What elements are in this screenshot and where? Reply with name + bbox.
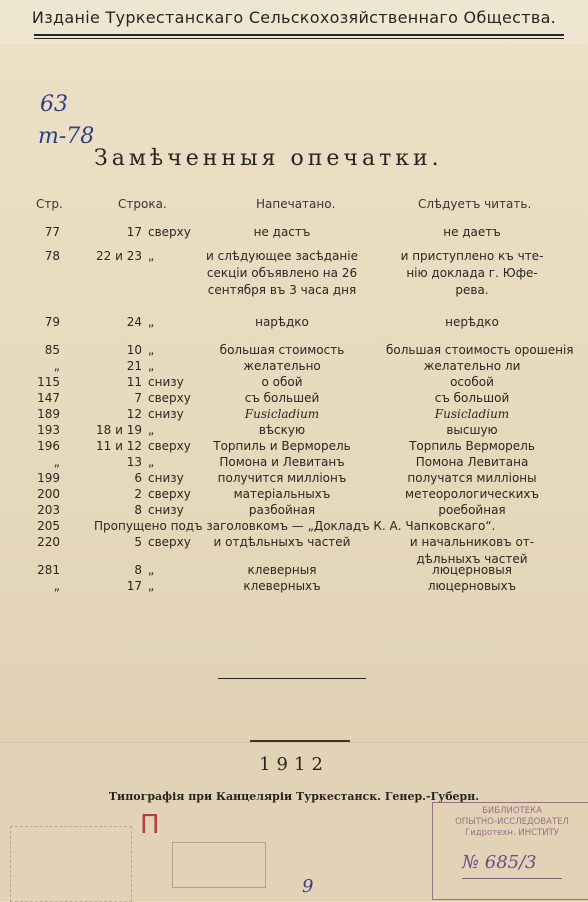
row-line: 10	[126, 343, 142, 357]
row-printed: разбойная	[248, 503, 316, 517]
row-page: 196	[37, 439, 60, 453]
row-page: „	[53, 359, 60, 373]
pencil-number: 9	[302, 876, 314, 897]
row-line: 6	[134, 471, 142, 485]
row-line: 8	[134, 563, 142, 577]
row-printed: матеріальныхъ	[233, 487, 331, 501]
row-page: „	[53, 579, 60, 593]
row-should-read: дѣльныхъ частей	[416, 552, 528, 566]
stamp-inventory-number: № 685/3	[462, 852, 537, 873]
row-page: 79	[44, 315, 60, 329]
row-where: „	[148, 315, 155, 329]
row-printed: секціи объявлено на 26	[206, 266, 358, 280]
col-header-should-read: Слѣдуетъ читать.	[418, 197, 532, 211]
row-page: 199	[37, 471, 60, 485]
row-printed: и слѣдующее засѣданіе	[206, 249, 358, 263]
row-omitted-note: Пропущено подъ заголовкомъ — „Докладъ К. А. Чапковскаго“.	[94, 519, 496, 533]
row-where: „	[148, 455, 155, 469]
row-printed: и отдѣльныхъ частей	[213, 535, 351, 549]
row-line: 22 и 23	[96, 249, 142, 263]
row-should-read: желательно ли	[423, 359, 521, 373]
row-should-read: метеорологическихъ	[405, 487, 539, 501]
handwritten-shelf-code: т-78	[38, 124, 95, 149]
row-should-read: роебойная	[438, 503, 506, 517]
row-line: 13	[126, 455, 142, 469]
stamp-line-1: БИБЛИОТЕКА	[482, 806, 542, 816]
row-should-read: съ большой	[434, 391, 510, 405]
row-printed: клеверныхъ	[243, 579, 321, 593]
row-page: 203	[37, 503, 60, 517]
end-rule	[218, 678, 366, 679]
row-printed: клеверныя	[247, 563, 317, 577]
header-rule	[34, 34, 564, 39]
row-printed: Торпиль и Верморель	[213, 439, 351, 453]
row-line: 24	[126, 315, 142, 329]
row-where: „	[148, 343, 155, 357]
handwritten-shelf-number: 63	[40, 92, 68, 117]
row-should-read: Торпиль Верморель	[409, 439, 535, 453]
row-printed: Fusicladium	[244, 407, 320, 421]
row-where: снизу	[148, 375, 184, 389]
library-stamp	[432, 802, 588, 900]
ornament-rule	[250, 740, 350, 742]
red-pencil-mark: П	[140, 810, 160, 840]
publisher-line: Изданіе Туркестанскаго Сельскохозяйственнаго Общества.	[31, 8, 557, 27]
row-page: „	[53, 455, 60, 469]
row-printed: вѣскую	[258, 423, 306, 437]
row-should-read: нерѣдко	[445, 315, 499, 329]
row-where: снизу	[148, 407, 184, 421]
row-line: 7	[134, 391, 142, 405]
row-should-read: высшую	[446, 423, 498, 437]
row-where: снизу	[148, 503, 184, 517]
row-where: сверху	[148, 535, 191, 549]
stamp-line-2: ОПЫТНО-ИССЛЕДОВАТЕЛ	[455, 817, 569, 827]
row-page: 205	[37, 519, 60, 533]
row-should-read: не даетъ	[443, 225, 501, 239]
printer-line: Типографія при Канцеляріи Туркестанск. Генер.-Губерн.	[108, 790, 480, 803]
row-should-read: и начальниковъ от-	[409, 535, 535, 549]
row-printed: сентября въ 3 часа дня	[207, 283, 357, 297]
row-printed: съ большей	[244, 391, 320, 405]
row-where: сверху	[148, 439, 191, 453]
row-page: 85	[44, 343, 60, 357]
row-where: „	[148, 563, 155, 577]
row-page: 189	[37, 407, 60, 421]
row-printed: получится милліонъ	[217, 471, 347, 485]
row-line: 11 и 12	[96, 439, 142, 453]
col-header-printed: Напечатано.	[256, 197, 336, 211]
row-should-read: особой	[450, 375, 494, 389]
row-line: 21	[126, 359, 142, 373]
row-should-read: большая стоимость орошенія	[386, 343, 574, 357]
row-printed: о обой	[261, 375, 303, 389]
row-page: 281	[37, 563, 60, 577]
stamp-line-3: Гидротехн. ИНСТИТУ	[465, 828, 559, 838]
row-should-read: получатся милліоны	[407, 471, 537, 485]
row-line: 18 и 19	[96, 423, 142, 437]
row-page: 193	[37, 423, 60, 437]
row-where: „	[148, 359, 155, 373]
col-header-line: Строка.	[118, 197, 167, 211]
row-line: 12	[126, 407, 142, 421]
row-where: сверху	[148, 487, 191, 501]
row-where: сверху	[148, 391, 191, 405]
row-where: „	[148, 579, 155, 593]
row-line: 11	[126, 375, 142, 389]
row-should-read: рева.	[455, 283, 489, 297]
row-page: 115	[37, 375, 60, 389]
row-printed: большая стоимость	[219, 343, 345, 357]
row-page: 78	[44, 249, 60, 263]
row-printed: нарѣдко	[255, 315, 309, 329]
row-should-read: Fusicladium	[434, 407, 510, 421]
row-printed: желательно	[243, 359, 321, 373]
row-printed: Помона и Левитанъ	[219, 455, 345, 469]
row-where: „	[148, 423, 155, 437]
page-title: Замѣченныя опечатки.	[94, 146, 443, 171]
row-page: 147	[37, 391, 60, 405]
col-header-page: Стр.	[36, 197, 63, 211]
row-should-read: Помона Левитана	[415, 455, 529, 469]
pencil-box	[172, 842, 266, 888]
row-where: „	[148, 249, 155, 263]
row-where: сверху	[148, 225, 191, 239]
row-should-read: и приступлено къ чте-	[400, 249, 544, 263]
row-printed: не дастъ	[253, 225, 311, 239]
row-line: 8	[134, 503, 142, 517]
row-should-read: нію доклада г. Юфе-	[406, 266, 538, 280]
faded-stamp-area	[10, 826, 132, 902]
publication-year: 1912	[259, 754, 329, 775]
row-page: 200	[37, 487, 60, 501]
row-where: снизу	[148, 471, 184, 485]
row-page: 77	[44, 225, 60, 239]
row-line: 5	[134, 535, 142, 549]
stamp-underline	[462, 878, 562, 879]
row-line: 17	[126, 579, 142, 593]
row-page: 220	[37, 535, 60, 549]
row-should-read: люцерновыхъ	[427, 579, 517, 593]
row-line: 17	[126, 225, 142, 239]
row-line: 2	[134, 487, 142, 501]
row-should-read: люцерновыя	[432, 563, 512, 577]
